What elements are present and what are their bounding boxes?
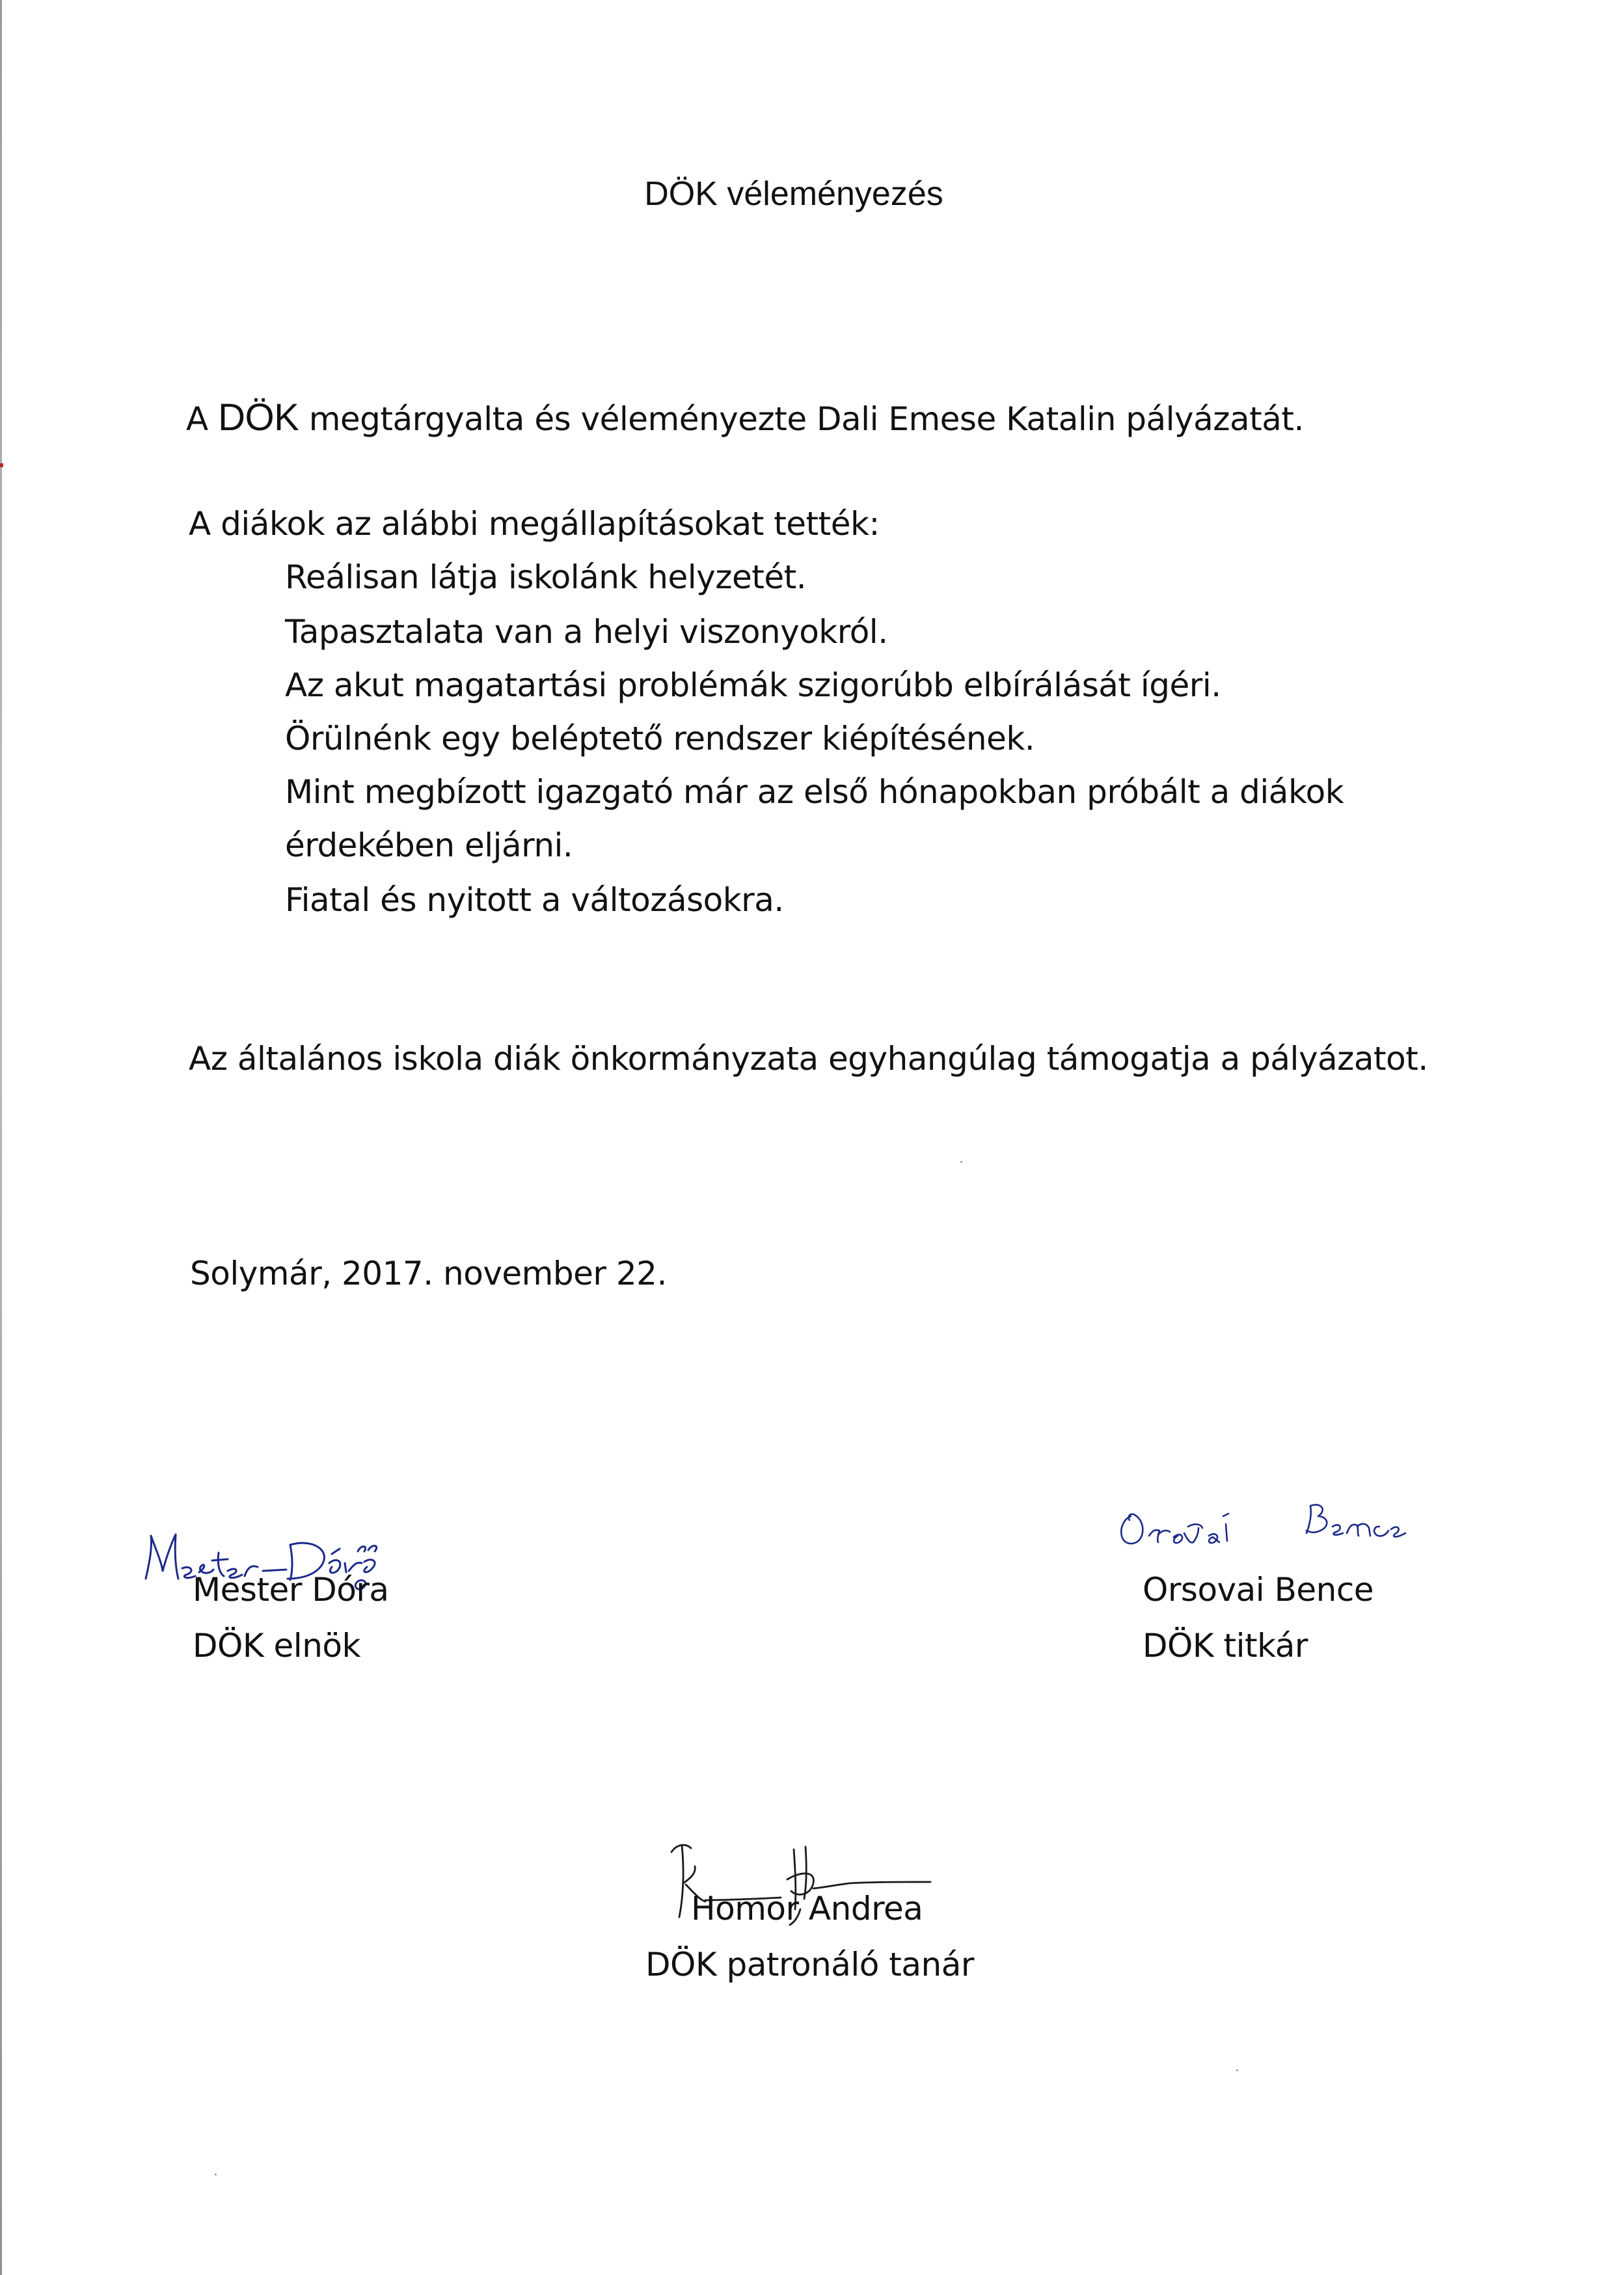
document-title: DÖK véleményezés (644, 175, 943, 213)
finding-item: Az akut magatartási problémák szigorúbb elbírálását ígéri. (285, 666, 1221, 704)
finding-item: Reálisan látja iskolánk helyzetét. (285, 558, 807, 596)
finding-item: Fiatal és nyitott a változásokra. (285, 881, 784, 919)
intro-abbr: DÖK (218, 396, 299, 439)
signatory-role: DÖK elnök (193, 1627, 360, 1665)
signatory-role: DÖK patronáló tanár (645, 1946, 974, 1983)
scan-edge (0, 0, 2, 2275)
scan-speck (1236, 2069, 1238, 2071)
finding-item: érdekében eljárni. (285, 826, 573, 864)
intro-prefix: A (186, 400, 219, 438)
intro-rest: megtárgyalta és véleményezte Dali Emese Katalin pályázatát. (299, 400, 1304, 438)
signatory-role: DÖK titkár (1143, 1627, 1308, 1665)
signatory-name: Homor Andrea (691, 1890, 923, 1928)
scan-speck (215, 2173, 217, 2175)
finding-item: Tapasztalata van a helyi viszonyokról. (285, 613, 888, 651)
scan-speck (960, 1161, 962, 1163)
conclusion: Az általános iskola diák önkormányzata egyhangúlag támogatja a pályázatot. (189, 1040, 1428, 1078)
signatory-name: Orsovai Bence (1143, 1571, 1374, 1609)
scan-mark (0, 463, 3, 467)
finding-item: Mint megbízott igazgató már az első hónapokban próbált a diákok (285, 773, 1344, 811)
intro-paragraph (186, 396, 1304, 439)
place-date: Solymár, 2017. november 22. (190, 1255, 667, 1292)
findings-intro: A diákok az alábbi megállapításokat tették: (189, 505, 880, 543)
signatory-name: Mester Dóra (193, 1571, 389, 1609)
signature-orsovai-bence (1111, 1490, 1437, 1562)
finding-item: Örülnénk egy beléptető rendszer kiépítésének. (285, 720, 1035, 757)
